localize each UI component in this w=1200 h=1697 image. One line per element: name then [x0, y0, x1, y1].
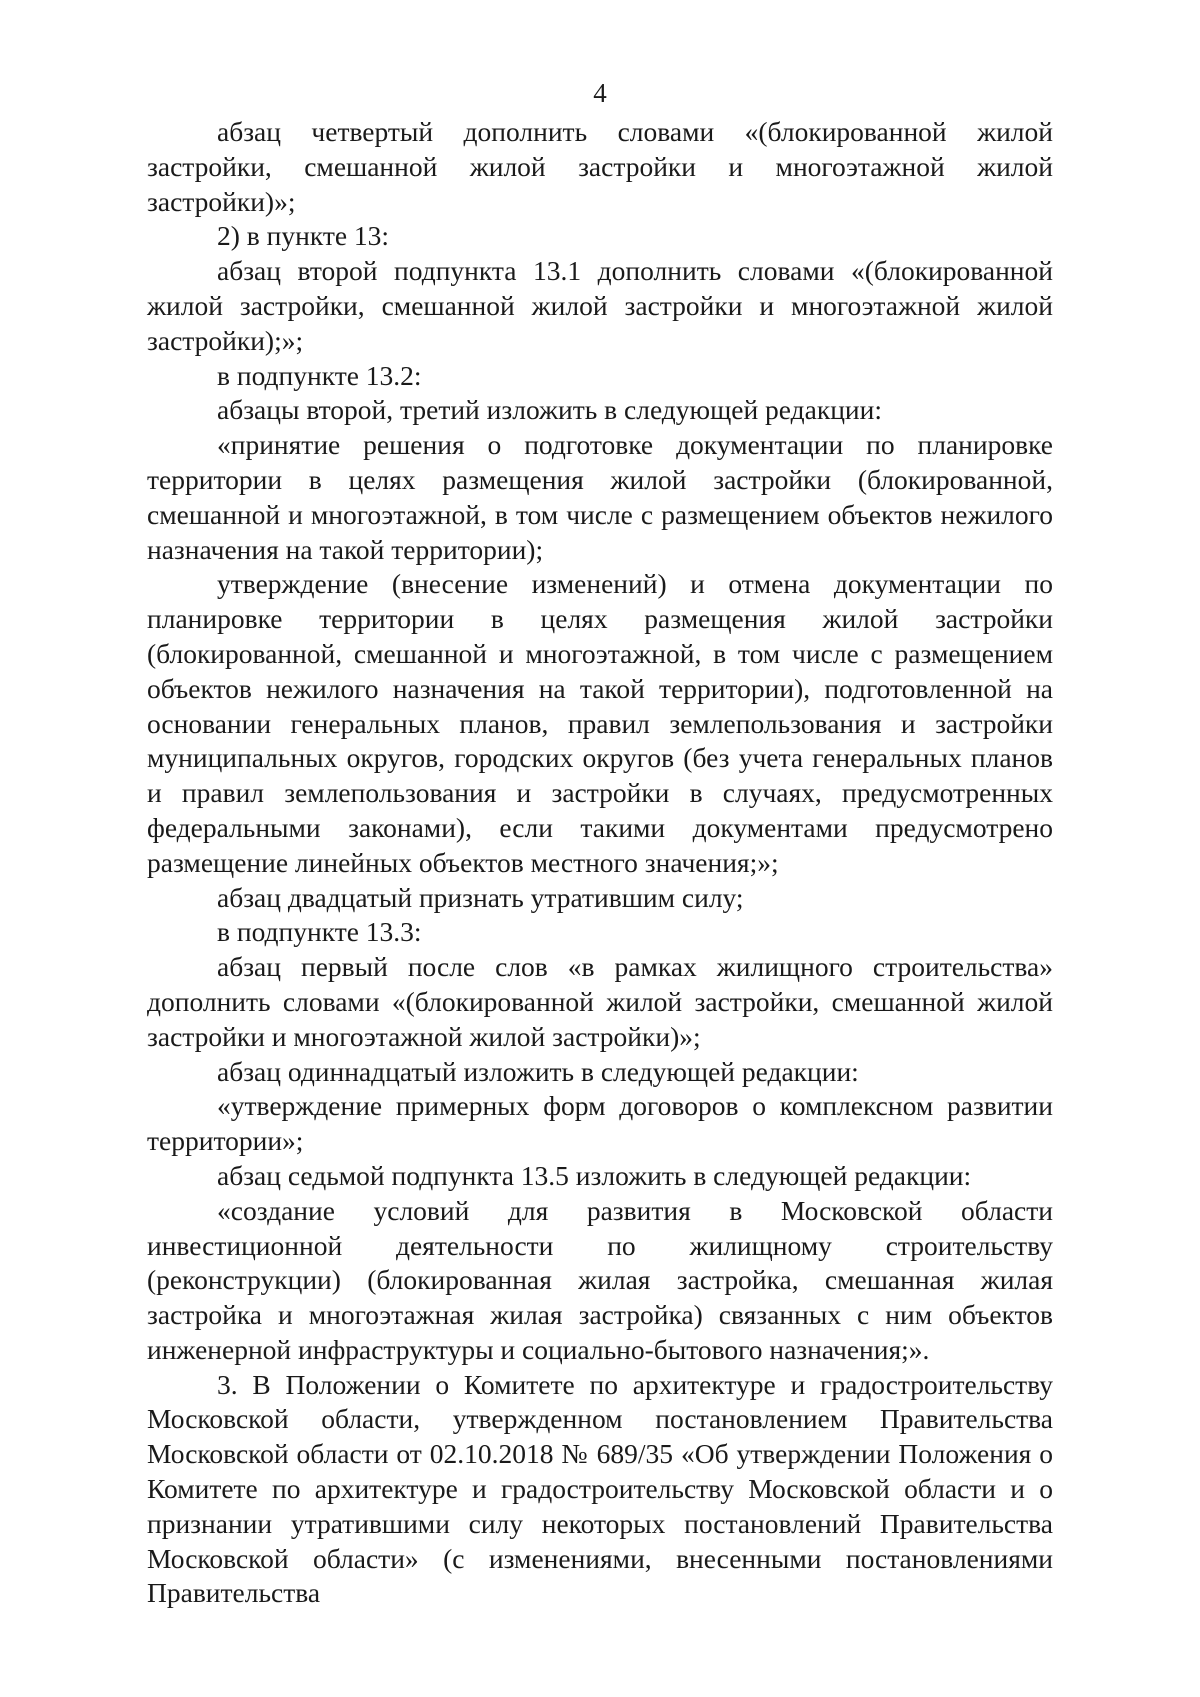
paragraph-11: абзац одиннадцатый изложить в следующей редакции:: [217, 1055, 859, 1087]
document-page: [147, 0, 1053, 1697]
paragraph-5: абзацы второй, третий изложить в следующей редакции:: [217, 394, 882, 426]
paragraph-15: 3. В Положении о Комитете по архитектуре и градостроительству Московской области, утвержденном постановлением Правительства Московской области от 02.10.2018 № 689/35 «Об утверждении Положения о Комитете по архитектуре и градостроительству Московской области и о признании утратившими силу некоторых постановлений Правительства Московской области» (с изменениями, внесенными постановлениями Правительства: [147, 1368, 1053, 1609]
page-number: 4: [593, 78, 607, 108]
document-body: [147, 115, 1053, 1611]
paragraph-6: «принятие решения о подготовке документации по планировке территории в целях размещения жилой застройки (блокированной, смешанной и многоэтажной, в том числе с размещением объектов нежилого назначения на такой территории);: [147, 429, 1053, 565]
paragraph-13: абзац седьмой подпункта 13.5 изложить в следующей редакции:: [217, 1159, 972, 1191]
paragraph-8: абзац двадцатый признать утратившим силу;: [217, 881, 744, 913]
paragraph-1: абзац четвертый дополнить словами «(блокированной жилой застройки, смешанной жилой застройки и многоэтажной жилой застройки)»;: [147, 116, 1053, 217]
paragraph-7: утверждение (внесение изменений) и отмена документации по планировке территории в целях размещения жилой застройки (блокированной, смешанной и многоэтажной, в том числе с размещением объектов нежилого назначения на такой территории), подготовленной на основании генеральных планов, правил землепользования и застройки муниципальных округов, городских округов (без учета генеральных планов и правил землепользования и застройки в случаях, предусмотренных федеральными законами), если такими документами предусмотрено размещение линейных объектов местного значения;»;: [147, 568, 1053, 878]
paragraph-4: в подпункте 13.2:: [217, 359, 422, 391]
paragraph-12: «утверждение примерных форм договоров о комплексном развитии территории»;: [147, 1090, 1053, 1157]
paragraph-9: в подпункте 13.3:: [217, 916, 422, 948]
paragraph-14: «создание условий для развития в Московской области инвестиционной деятельности по жилищному строительству (реконструкции) (блокированная жилая застройка, смешанная жилая застройка и многоэтажная жилая застройка) связанных с ним объектов инженерной инфраструктуры и социально-бытового назначения;».: [147, 1194, 1053, 1365]
paragraph-2: 2) в пункте 13:: [217, 220, 390, 252]
paragraph-10: абзац первый после слов «в рамках жилищного строительства» дополнить словами «(блокированной жилой застройки, смешанной жилой застройки и многоэтажной жилой застройки)»;: [147, 951, 1053, 1052]
paragraph-3: абзац второй подпункта 13.1 дополнить словами «(блокированной жилой застройки, смешанной жилой застройки и многоэтажной жилой застройки);»;: [147, 255, 1053, 356]
